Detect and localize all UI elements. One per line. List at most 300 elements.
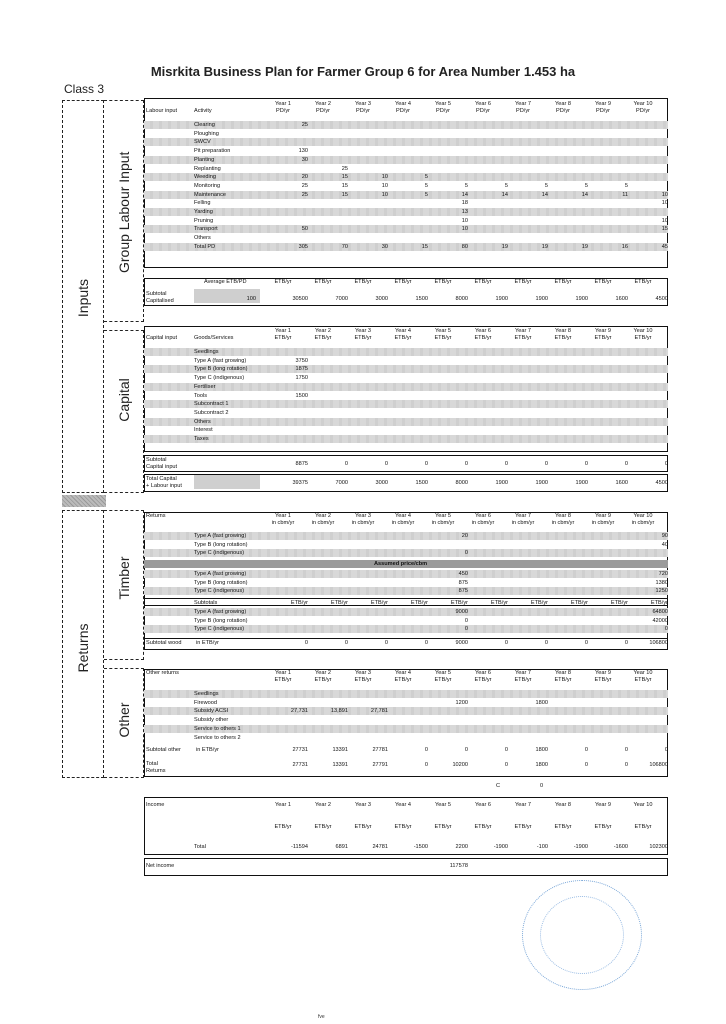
labour-row (144, 243, 668, 251)
capital-input-header: Capital input (146, 335, 178, 341)
timber-price-row-value: 875 (458, 579, 468, 586)
other-row-value: 27,731 (290, 708, 308, 715)
unit-header: in cbm/yr (471, 520, 495, 526)
subtotal-wood-value: 0 (344, 640, 348, 646)
labour-row-value: 5 (544, 182, 548, 189)
capital-total-value: 1900 (535, 480, 548, 486)
timber-subtotal-row-label: Type A (fast growing) (194, 609, 247, 615)
unit-header: PD/yr (636, 108, 650, 114)
timber-subtotal-row-value: 42000 (652, 617, 668, 624)
other-row-label: Subsidy ACSI (194, 708, 229, 715)
year-header: Year 3 (355, 802, 371, 808)
year-header: Year 5 (435, 101, 451, 107)
capital-row-value: 1500 (295, 392, 308, 399)
labour-row-value: 18 (461, 200, 468, 207)
labour-subtotal-value: 30500 (292, 296, 308, 302)
extra-row (144, 782, 668, 790)
labour-header (144, 101, 668, 115)
unit-header: PD/yr (396, 108, 410, 114)
total-returns (144, 760, 668, 776)
labour-row-value: 15 (421, 243, 428, 250)
capital-row (144, 374, 668, 382)
timber-price-row-label: Type A (fast growing) (194, 571, 247, 577)
subtotal-other-value: 0 (624, 747, 628, 753)
year-header: Year 1 (275, 328, 291, 334)
total-returns-label: Total (146, 761, 158, 767)
timber-volume-row-value: 40 (661, 541, 668, 548)
page-title: Misrkita Business Plan for Farmer Group 6 for Area Number 1.453 ha (150, 64, 576, 79)
labour-row-label: Pruning (194, 217, 214, 224)
labour-row-label: Planting (194, 156, 215, 163)
unit-header: ETB/yr (554, 824, 572, 830)
year-header: Year 10 (633, 802, 653, 808)
labour-row-value: 5 (424, 191, 428, 198)
subtotal-wood-label: Subtotal wood (146, 640, 182, 646)
year-header: Year 7 (515, 328, 531, 334)
capital-row-label: Type B (long rotation) (194, 366, 248, 373)
returns-label: Returns (75, 623, 91, 673)
capital-row (144, 357, 668, 365)
capital-row-value: 3750 (295, 357, 308, 364)
labour-row-value: 14 (461, 191, 468, 198)
timber-subtotal-row-label: Type C (indigenous) (194, 626, 245, 633)
year-header: Year 5 (435, 513, 451, 519)
labour-row-value: 10 (661, 200, 668, 207)
year-header: Year 3 (355, 670, 371, 676)
capital-label: Capital (116, 378, 132, 422)
year-header: Year 5 (435, 802, 451, 808)
capital-row (144, 383, 668, 391)
etb-unit: ETB/yr (434, 279, 452, 285)
labour-row-value: 10 (381, 182, 388, 189)
income-total-value: 2200 (455, 844, 468, 850)
labour-row (144, 165, 668, 173)
capital-subtotal-value: 0 (424, 461, 428, 467)
year-header: Year 2 (315, 101, 331, 107)
extra-zero: 0 (540, 783, 544, 789)
income-total-value: -11594 (290, 844, 308, 850)
returns-header: Returns (146, 513, 166, 519)
etb-unit: ETB/yr (274, 279, 292, 285)
etb-unit: ETB/yr (594, 279, 612, 285)
etb-unit: ETB/yr (330, 600, 348, 606)
labour-subtotal-value: 7000 (335, 296, 348, 302)
year-header: Year 5 (435, 328, 451, 334)
year-header: Year 6 (475, 670, 491, 676)
other-label: Other (116, 702, 132, 738)
unit-header: in cbm/yr (431, 520, 455, 526)
total-returns-value: 0 (424, 762, 428, 768)
net-income-label: Net income (146, 863, 175, 869)
labour-row-value: 5 (424, 182, 428, 189)
other-row-label: Firewood (194, 699, 218, 706)
timber-price-row-label: Type B (long rotation) (194, 579, 248, 586)
other-row-label: Seedlings (194, 691, 219, 697)
unit-header: ETB/yr (434, 677, 452, 683)
separator-hatch (62, 495, 106, 507)
labour-row-value: 10 (381, 174, 388, 181)
income-total-value: -1900 (573, 844, 588, 850)
etb-unit: ETB/yr (514, 279, 532, 285)
income-total-value: -1900 (493, 844, 508, 850)
capital-row (144, 435, 668, 443)
etb-unit: ETB/yr (450, 600, 468, 606)
year-header: Year 2 (315, 513, 331, 519)
labour-row (144, 191, 668, 199)
unit-header: ETB/yr (394, 335, 412, 341)
year-header: Year 8 (555, 328, 571, 334)
year-header: Year 10 (633, 670, 653, 676)
labour-row-value: 5 (584, 182, 588, 189)
year-header: Year 6 (475, 802, 491, 808)
total-returns-value: 0 (504, 762, 508, 768)
year-header: Year 9 (595, 670, 611, 676)
capital-row-label: Type A (fast growing) (194, 357, 247, 364)
timber-volume-row-value: 90 (661, 533, 668, 539)
labour-row (144, 156, 668, 164)
timber-price-row-value: 1250 (655, 588, 668, 595)
year-header: Year 1 (275, 802, 291, 808)
etb-unit: ETB/yr (394, 279, 412, 285)
unit-header: ETB/yr (594, 677, 612, 683)
year-header: Year 6 (475, 101, 491, 107)
capital-total-cell (194, 475, 260, 489)
subtotal-other-value: 13391 (332, 747, 348, 753)
timber-price-row-value: 450 (458, 571, 468, 577)
timber-volume-row-value: 0 (464, 550, 468, 557)
labour-subtotal-row (144, 290, 668, 304)
labour-row-label: Yarding (194, 209, 213, 215)
etb-unit: ETB/yr (610, 600, 628, 606)
capital-subtotal-value: 0 (344, 461, 348, 467)
footer-mark: fve (318, 1014, 325, 1020)
etb-unit: ETB/yr (530, 600, 548, 606)
assumed-price-label: Assumed price/cbm (374, 561, 428, 567)
subtotal-wood-value: 0 (504, 640, 508, 646)
labour-row-label: Replanting (194, 165, 221, 172)
labour-subtotal-value: 1600 (615, 296, 628, 302)
labour-row-label: Others (194, 235, 211, 242)
labour-row-value: 13 (461, 209, 468, 215)
subtotal-other-value: 27731 (292, 747, 308, 753)
unit-header: ETB/yr (634, 824, 652, 830)
year-header: Year 10 (633, 513, 653, 519)
unit-header: ETB/yr (554, 335, 572, 341)
labour-row-value: 15 (341, 191, 348, 198)
total-returns-value: 1800 (535, 762, 548, 768)
timber-subtotal-row-label: Type B (long rotation) (194, 617, 248, 624)
subtotal-label: Subtotal (146, 291, 167, 297)
capital-total-value: 4500 (655, 480, 668, 486)
assumed-price-row (144, 560, 668, 568)
unit-header: ETB/yr (354, 677, 372, 683)
etb-unit: ETB/yr (570, 600, 588, 606)
capital-row (144, 426, 668, 434)
subtotal-wood-label-2: in ETB/yr (196, 640, 220, 646)
labour-row-label: Pit preparation (194, 148, 231, 155)
net-income-row (144, 862, 668, 870)
labour-row-value: 10 (661, 191, 668, 198)
labour-row-value: 19 (581, 243, 588, 250)
labour-row-value: 80 (461, 243, 468, 250)
timber-price-row-value: 875 (458, 588, 468, 595)
labour-row-value: 25 (301, 122, 308, 128)
labour-row-label: Maintenance (194, 191, 227, 198)
subtotal-wood-value: 106800 (649, 640, 668, 646)
capital-row (144, 392, 668, 400)
unit-header: ETB/yr (474, 677, 492, 683)
capital-subtotal-label-2: Capital input (146, 464, 178, 470)
income-total-value: -1600 (613, 844, 628, 850)
unit-header: in cbm/yr (511, 520, 535, 526)
labour-row-value: 25 (301, 191, 308, 198)
official-stamp-inner (540, 896, 624, 974)
capital-subtotal-value: 0 (544, 461, 548, 467)
total-returns-value: 27791 (372, 762, 388, 768)
labour-row-value: 130 (298, 148, 308, 155)
labour-row (144, 147, 668, 155)
year-header: Year 8 (555, 802, 571, 808)
income-label: Income (146, 802, 165, 808)
etb-unit: ETB/yr (650, 600, 668, 606)
labour-row-label: Ploughing (194, 130, 219, 137)
labour-subtotal-value: 4500 (655, 296, 668, 302)
timber-subtotal-row (144, 617, 668, 625)
unit-header: ETB/yr (514, 677, 532, 683)
inputs-label: Inputs (75, 278, 91, 318)
labour-row-value: 305 (298, 243, 308, 250)
timber-volume-row (144, 541, 668, 549)
unit-header: PD/yr (356, 108, 370, 114)
timber-label: Timber (116, 556, 132, 600)
labour-row-label: Total PD (194, 243, 216, 250)
capital-row-label: Taxes (194, 436, 209, 442)
year-header: Year 2 (315, 328, 331, 334)
labour-row-value: 10 (461, 226, 468, 233)
capital-total-value: 1500 (415, 480, 428, 486)
subtotal-other-value: 0 (464, 747, 468, 753)
income-total-value: 102300 (649, 844, 668, 850)
labour-row-value: 14 (541, 191, 548, 198)
capitalised-label: Capitalised (146, 298, 174, 304)
labour-row (144, 208, 668, 216)
unit-header: ETB/yr (514, 824, 532, 830)
unit-header: in cbm/yr (351, 520, 375, 526)
unit-header: in cbm/yr (271, 520, 295, 526)
unit-header: ETB/yr (434, 824, 452, 830)
unit-header: ETB/yr (594, 824, 612, 830)
labour-row (144, 182, 668, 190)
year-header: Year 10 (633, 101, 653, 107)
labour-subtotal-value: 3000 (375, 296, 388, 302)
timber-price-row (144, 579, 668, 587)
labour-row (144, 138, 668, 146)
labour-row-label: SWCV (194, 139, 211, 146)
labour-row-value: 30 (381, 243, 388, 250)
capital-row-label: Subcontract 2 (194, 409, 229, 416)
year-header: Year 6 (475, 513, 491, 519)
income-total-value: -100 (536, 844, 548, 850)
labour-row-value: 15 (661, 226, 668, 233)
timber-volume-row (144, 532, 668, 540)
labour-row (144, 225, 668, 233)
capital-total-value: 1900 (575, 480, 588, 486)
capital-subtotal-value: 0 (464, 461, 468, 467)
timber-subtotals-header (144, 598, 668, 606)
other-row (144, 707, 668, 715)
unit-header: ETB/yr (394, 677, 412, 683)
total-returns-value: 106800 (649, 762, 668, 768)
unit-header: ETB/yr (274, 824, 292, 830)
income-total-value: -1500 (413, 844, 428, 850)
other-row (144, 734, 668, 742)
unit-header: PD/yr (316, 108, 330, 114)
total-returns-value: 10200 (452, 762, 468, 768)
unit-header: ETB/yr (474, 335, 492, 341)
labour-row (144, 130, 668, 138)
timber-price-row (144, 587, 668, 595)
labour-row-value: 70 (341, 243, 348, 250)
labour-row (144, 199, 668, 207)
capital-total-value: 39375 (292, 480, 308, 486)
unit-header: in cbm/yr (631, 520, 655, 526)
year-header: Year 8 (555, 101, 571, 107)
labour-row-label: Weeding (194, 174, 216, 181)
labour-row-value: 14 (581, 191, 588, 198)
other-returns-header: Other returns (146, 670, 179, 676)
unit-header: PD/yr (516, 108, 530, 114)
capital-row (144, 400, 668, 408)
unit-header: PD/yr (476, 108, 490, 114)
subtotals-label: Subtotals (194, 600, 218, 606)
timber-price-row-value: 1380 (655, 579, 668, 586)
labour-row-value: 5 (624, 182, 628, 189)
year-header: Year 1 (275, 101, 291, 107)
subtotal-other-value: 0 (664, 747, 668, 753)
capital-total-value: 3000 (375, 480, 388, 486)
etb-unit: ETB/yr (410, 600, 428, 606)
year-header: Year 4 (395, 802, 411, 808)
labour-row-value: 19 (541, 243, 548, 250)
other-row-value: 1200 (455, 699, 468, 706)
year-header: Year 7 (515, 513, 531, 519)
timber-volume-row-value: 20 (461, 533, 468, 539)
year-header: Year 2 (315, 670, 331, 676)
other-row (144, 699, 668, 707)
extra-c: C (496, 783, 501, 789)
capital-subtotal-label: Subtotal (146, 457, 167, 463)
etb-unit: ETB/yr (474, 279, 492, 285)
year-header: Year 4 (395, 101, 411, 107)
labour-row-label: Clearing (194, 122, 215, 128)
total-returns-value: 13391 (332, 762, 348, 768)
labour-row-value: 5 (504, 182, 508, 189)
labour-subtotal-value: 1900 (535, 296, 548, 302)
year-header: Year 7 (515, 670, 531, 676)
year-header: Year 3 (355, 328, 371, 334)
labour-row (144, 217, 668, 225)
class-label: Class 3 (64, 82, 105, 96)
labour-row-value: 25 (301, 182, 308, 189)
timber-subtotal-row (144, 625, 668, 633)
other-row (144, 690, 668, 698)
other-row-label: Service to others 1 (194, 725, 241, 732)
timber-price-row-label: Type C (indigenous) (194, 588, 245, 595)
labour-row-value: 19 (501, 243, 508, 250)
labour-subtotal-value: 8000 (455, 296, 468, 302)
timber-subtotal-row-value: 0 (464, 626, 468, 633)
labour-row-value: 5 (464, 182, 468, 189)
labour-row-value: 15 (341, 174, 348, 181)
unit-header: PD/yr (596, 108, 610, 114)
year-header: Year 1 (275, 670, 291, 676)
capital-subtotal (144, 456, 668, 472)
net-income-value: 117578 (449, 863, 468, 869)
capital-row-value: 1750 (295, 375, 308, 382)
labour-input-header: Labour input (146, 108, 178, 114)
other-row (144, 725, 668, 733)
timber-subtotal-row-value: 9000 (455, 609, 468, 615)
subtotal-wood-value: 0 (424, 640, 428, 646)
capital-row (144, 365, 668, 373)
year-header: Year 5 (435, 670, 451, 676)
capital-row-label: Fertiliser (194, 383, 216, 390)
capital-row (144, 418, 668, 426)
labour-subtotal-value: 1900 (495, 296, 508, 302)
capital-subtotal-value: 8875 (295, 461, 308, 467)
capital-total-value: 7000 (335, 480, 348, 486)
other-row (144, 716, 668, 724)
capital-row-label: Subcontract 1 (194, 401, 229, 408)
unit-header: ETB/yr (634, 677, 652, 683)
timber-subtotal-row-value: 0 (464, 617, 468, 624)
other-row-value: 27,781 (370, 708, 388, 715)
timber-volume-row-label: Type C (indigenous) (194, 550, 245, 557)
unit-header: ETB/yr (474, 824, 492, 830)
labour-row-value: 11 (622, 191, 628, 198)
labour-label: Group Labour Input (116, 151, 132, 273)
labour-row-value: 30 (301, 156, 308, 163)
labour-row-value: 10 (381, 191, 388, 198)
unit-header: ETB/yr (634, 335, 652, 341)
labour-row (144, 121, 668, 129)
unit-header: in cbm/yr (551, 520, 575, 526)
unit-header: ETB/yr (394, 824, 412, 830)
year-header: Year 9 (595, 101, 611, 107)
labour-row-value: 10 (461, 217, 468, 224)
capital-row-label: Interest (194, 427, 213, 434)
labour-row-value: 14 (501, 191, 508, 198)
timber-subtotal-row-value: 64800 (652, 609, 668, 615)
year-header: Year 8 (555, 670, 571, 676)
labour-subtotal-header (144, 279, 668, 287)
year-header: Year 3 (355, 513, 371, 519)
labour-row-value: 20 (301, 174, 308, 181)
timber-subtotal-row (144, 608, 668, 616)
subtotal-wood-value: 0 (384, 640, 388, 646)
other-row-value: 1800 (535, 699, 548, 706)
etb-unit: ETB/yr (370, 600, 388, 606)
labour-row-label: Transport (194, 226, 218, 233)
timber-volume-row (144, 549, 668, 557)
capital-total-value: 8000 (455, 480, 468, 486)
total-returns-value: 27731 (292, 762, 308, 768)
year-header: Year 1 (275, 513, 291, 519)
capital-total-value: 1600 (615, 480, 628, 486)
capital-row-label: Others (194, 418, 211, 425)
capital-header (144, 328, 668, 342)
capital-total-label: Total Capital (146, 476, 177, 482)
